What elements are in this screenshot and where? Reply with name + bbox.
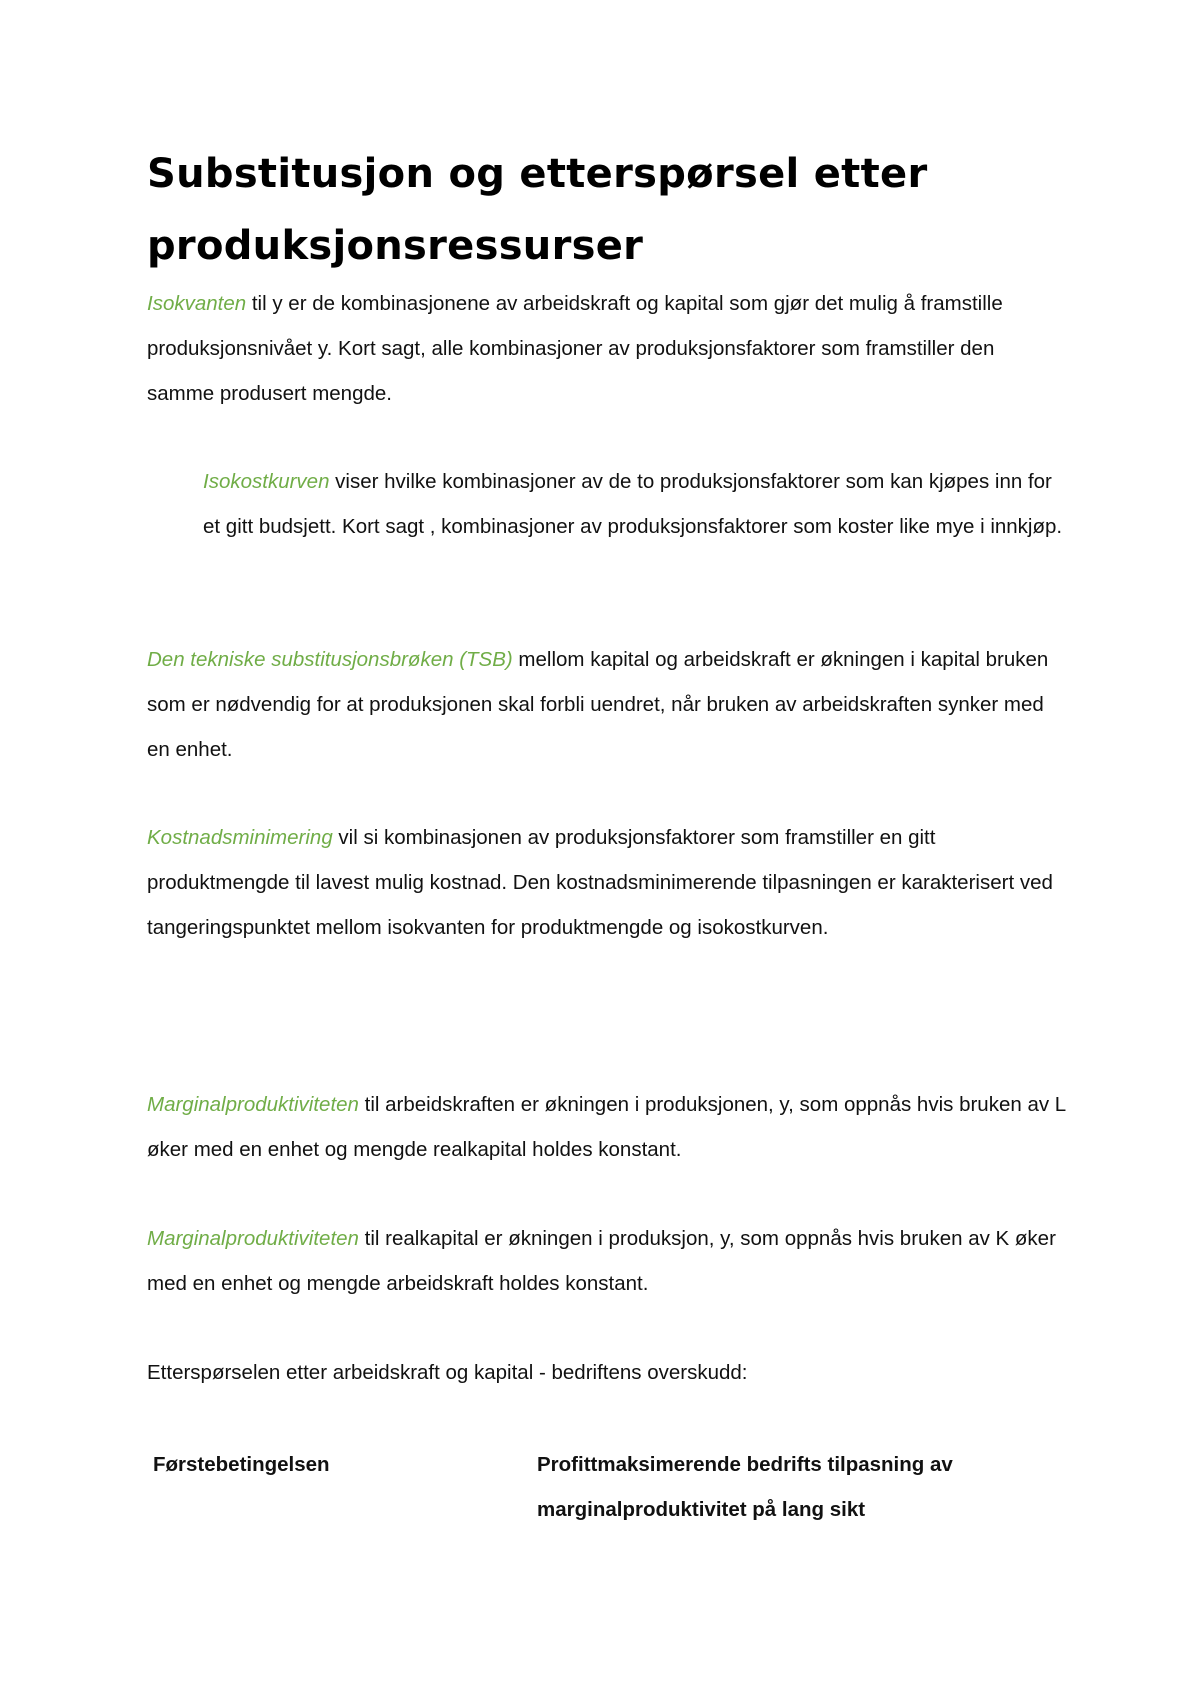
demand-heading: Etterspørselen etter arbeidskraft og kapital - bedriftens overskudd: — [147, 1361, 748, 1384]
paragraph-marginal-realkapital — [147, 1216, 1067, 1306]
condition-right: Profittmaksimerende bedrifts tilpasning av marginalproduktivitet på lang sikt — [537, 1453, 953, 1521]
page-title: Substitusjon og etterspørsel etter produksjonsressurser — [147, 151, 928, 269]
paragraph-text: viser hvilke kombinasjoner av de to produksjonsfaktorer som kan kjøpes inn for et gitt budsjett. Kort sagt , kombinasjoner av produksjonsfaktorer som koster like mye i innkjøp. — [203, 470, 1063, 538]
term-marginalproduktiviteten-realkapital: Marginalproduktiviteten — [147, 1227, 359, 1250]
paragraph-isokostkurven — [203, 459, 1073, 549]
paragraph-kostnadsminimering — [147, 815, 1067, 950]
paragraph-text: til arbeidskraften er økningen i produksjonen, y, som oppnås hvis bruken av L øker med en enhet og mengde realkapital holdes konstant. — [147, 1093, 1066, 1161]
paragraph-text: mellom kapital og arbeidskraft er økningen i kapital bruken som er nødvendig for at produksjonen skal forbli uendret, når bruken av arbeidskraften synker med en enhet. — [147, 648, 1049, 761]
term-tsb: Den tekniske substitusjonsbrøken (TSB) — [147, 648, 513, 671]
term-isokostkurven: Isokostkurven — [203, 470, 330, 493]
paragraph-text: til y er de kombinasjonene av arbeidskraft og kapital som gjør det mulig å framstille produksjonsnivået y. Kort sagt, alle kombinasjoner av produksjonsfaktorer som framstiller den samme produsert mengde. — [147, 292, 1003, 405]
paragraph-isokvanten — [147, 281, 1067, 416]
paragraph-text: vil si kombinasjonen av produksjonsfaktorer som framstiller en gitt produktmengde til lavest mulig kostnad. Den kostnadsminimerende tilpasningen er karakterisert ved tangeringspunktet mellom isokvanten for produktmengde og isokostkurven. — [147, 826, 1053, 939]
paragraph-marginal-arbeidskraft — [147, 1082, 1067, 1172]
term-marginalproduktiviteten-arbeidskraft: Marginalproduktiviteten — [147, 1093, 359, 1116]
term-isokvanten: Isokvanten — [147, 292, 247, 315]
term-kostnadsminimering: Kostnadsminimering — [147, 826, 333, 849]
paragraph-text: til realkapital er økningen i produksjon, y, som oppnås hvis bruken av K øker med en enhet og mengde arbeidskraft holdes konstant. — [147, 1227, 1056, 1295]
condition-left: Førstebetingelsen — [153, 1453, 330, 1476]
paragraph-tsb — [147, 637, 1067, 772]
